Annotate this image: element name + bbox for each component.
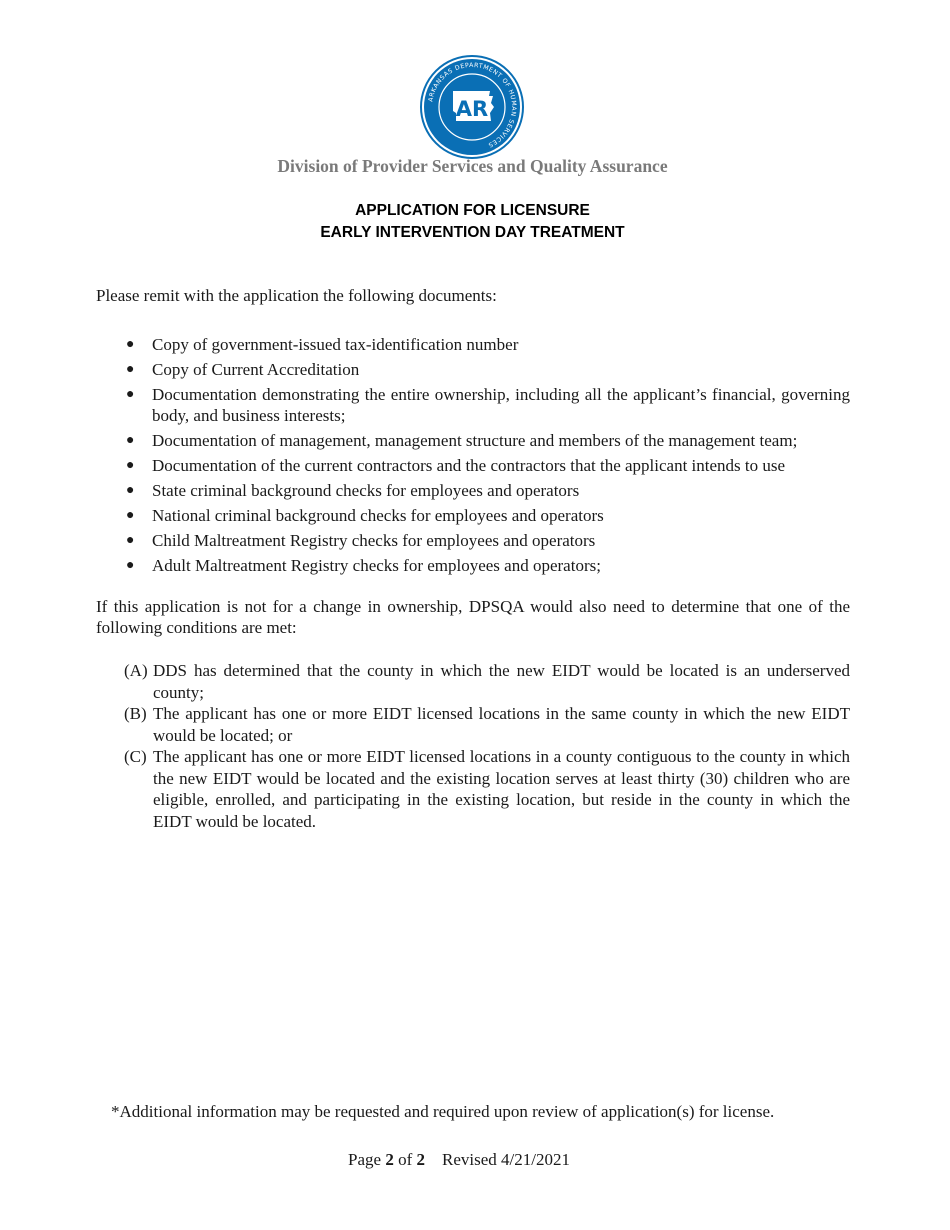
intro-text: Please remit with the application the following documents: xyxy=(96,286,497,305)
division-name: Division of Provider Services and Quality Assurance xyxy=(277,156,668,176)
bullet-icon: ● xyxy=(126,337,135,352)
bullet-icon: ● xyxy=(126,483,135,498)
list-item: ● Documentation of management, management structure and members of the management team; xyxy=(126,431,798,450)
page-title xyxy=(0,200,945,244)
page-footer: Page 2 of 2 Revised 4/21/2021 xyxy=(348,1150,570,1169)
logo-monogram: AR xyxy=(455,97,489,121)
conditions-list xyxy=(124,660,850,832)
bullet-icon: ● xyxy=(126,387,135,402)
bullet-icon: ● xyxy=(126,508,135,523)
bullet-icon: ● xyxy=(126,433,135,448)
list-item: ● State criminal background checks for employees and operators xyxy=(126,481,580,500)
condition-item: (A) DDS has determined that the county in which the new EIDT would be located is an underserved county; xyxy=(124,661,850,702)
title-line-1: APPLICATION FOR LICENSURE xyxy=(355,202,590,219)
list-item: ● Documentation of the current contractors and the contractors that the applicant intends to use xyxy=(126,456,786,475)
list-item: ● Documentation demonstrating the entire ownership, including all the applicant’s financial, governing body, and business interests; xyxy=(126,385,850,425)
dhs-logo xyxy=(420,55,524,159)
condition-item: (B) The applicant has one or more EIDT licensed locations in the same county in which the new EIDT would be located; or xyxy=(124,704,850,745)
document-list xyxy=(96,334,850,580)
list-item: ● Copy of government-issued tax-identification number xyxy=(126,335,519,354)
condition-item: (C) The applicant has one or more EIDT licensed locations in a county contiguous to the county in which the new EIDT would be located and the existing location serves at least thirty (30) children who are eligible, enrolled, and participating in the existing location, but reside in the county in which the EIDT would be located. xyxy=(124,747,850,831)
title-line-2: EARLY INTERVENTION DAY TREATMENT xyxy=(320,224,625,241)
bullet-icon: ● xyxy=(126,558,135,573)
bullet-icon: ● xyxy=(126,458,135,473)
list-item: ● National criminal background checks for employees and operators xyxy=(126,506,604,525)
list-item: ● Child Maltreatment Registry checks for employees and operators xyxy=(126,531,596,550)
conditions-intro: If this application is not for a change in ownership, DPSQA would also need to determine that one of the following conditions are met: xyxy=(96,597,850,637)
footnote: *Additional information may be requested and required upon review of application(s) for license. xyxy=(111,1102,775,1121)
bullet-icon: ● xyxy=(126,533,135,548)
bullet-icon: ● xyxy=(126,362,135,377)
logo-ring-text: ARKANSAS DEPARTMENT OF HUMAN SERVICES xyxy=(427,61,518,149)
list-item: ● Copy of Current Accreditation xyxy=(126,360,360,379)
list-item: ● Adult Maltreatment Registry checks for employees and operators; xyxy=(126,556,601,575)
